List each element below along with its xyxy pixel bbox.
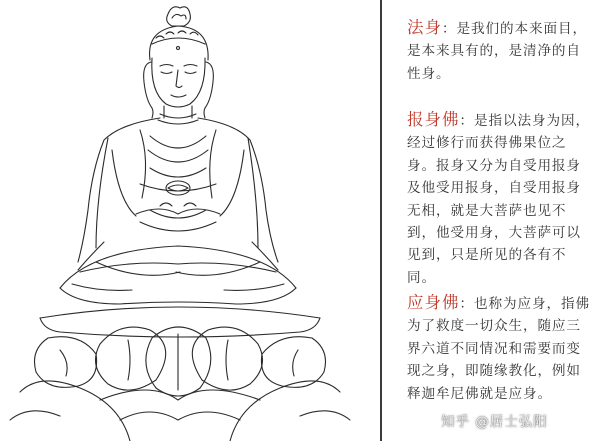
term-separator: ： (459, 113, 474, 129)
definition-sambhogakaya (407, 109, 592, 289)
watermark-text: 知乎 @居士弘阳 (441, 414, 548, 430)
definition-dharmakaya (407, 17, 592, 85)
definitions-panel (407, 0, 597, 441)
definition-text: 也称为应身，指佛为了救度一切众生，随应三界六道不同情况和需要而变现之身，即随缘教化，例如释迦牟尼佛就是应身。 (407, 296, 590, 402)
column-divider (380, 0, 382, 441)
definition-nirmanakaya (407, 292, 592, 405)
term-label: 报身佛 (407, 110, 460, 129)
term-label: 法身 (407, 18, 442, 37)
definition-text: 是我们的本来面目，是本来具有的，是清净的自性身。 (407, 21, 587, 82)
definition-text: 是指以法身为因，经过修行而获得佛果位之身。报身又分为自受用报身及他受用报身，自受用报身无相，就是大菩萨也见不到，他受用身，大菩萨可以见到，只是所见的各有不同。 (407, 113, 590, 286)
term-label: 应身佛 (407, 293, 460, 312)
term-separator: ： (459, 296, 474, 312)
zhihu-watermark (425, 410, 548, 430)
term-separator: ： (442, 21, 457, 37)
zhihu-logo-icon (425, 414, 439, 428)
